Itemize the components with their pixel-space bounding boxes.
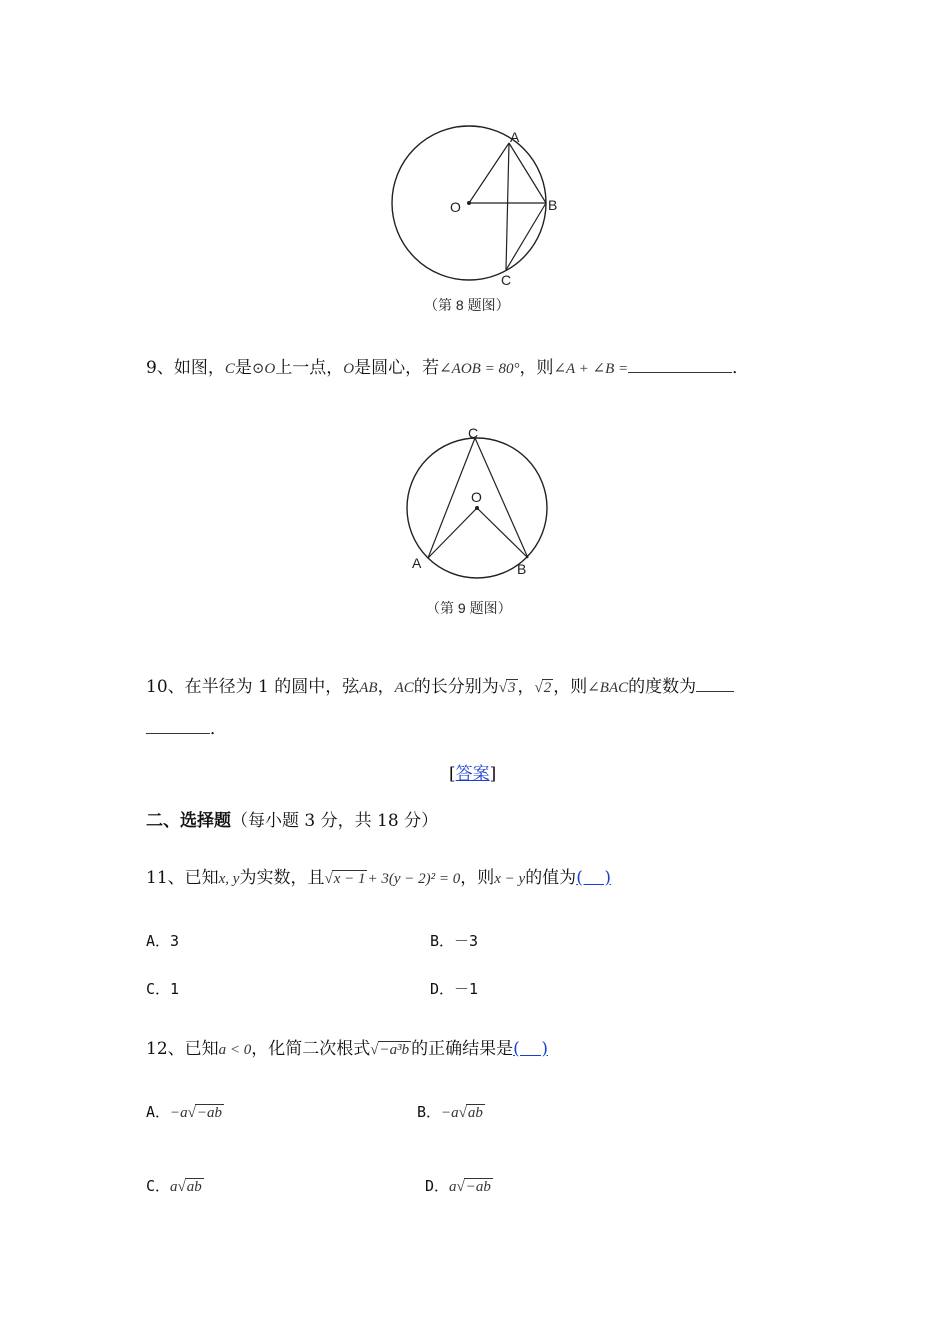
figure-9-caption: （第 9 题图） [426, 600, 512, 616]
q9-answer-blank[interactable] [628, 356, 732, 373]
section-2-note: （每小题 3 分，共 18 分） [231, 811, 439, 831]
q12-answer-paren[interactable]: ( ) [513, 1039, 549, 1059]
q12-option-c-coef: a [170, 1179, 178, 1195]
q10-period: ． [210, 719, 227, 739]
q12-option-d-coef: a [449, 1179, 457, 1195]
q12-option-b-label: B． [417, 1103, 442, 1121]
q12-option-a-sqrt-sign: √ [187, 1105, 196, 1121]
q12-condition: a < 0 [218, 1042, 252, 1058]
q10-number: 10、在半径为 1 的圆中，弦 [146, 677, 360, 697]
q10-radicand-3: 3 [508, 680, 516, 696]
q11-equation: + 3(y − 2)² = 0 [367, 871, 461, 887]
label-a: A [412, 555, 422, 571]
answer-bracket-close: ] [489, 764, 497, 784]
q12-option-c[interactable] [146, 1174, 204, 1199]
section-2-heading [146, 809, 438, 833]
question-11 [146, 866, 611, 891]
q11-answer-paren[interactable]: ( ) [576, 868, 612, 888]
question-9 [146, 356, 749, 381]
label-c: C [501, 272, 512, 288]
section-2-title: 二、选择题 [146, 811, 231, 831]
label-c: C [468, 425, 479, 441]
q12-option-a-radicand: −ab [196, 1105, 223, 1121]
q9-angle-aob: ∠AOB = 80° [439, 361, 520, 377]
segment-ob [477, 508, 528, 558]
q12-option-c-label: C． [146, 1177, 171, 1195]
q12-option-b[interactable] [417, 1100, 485, 1125]
question-10 [146, 675, 734, 700]
q10-text-3: ， [517, 677, 535, 697]
q12-option-a-coef: −a [170, 1105, 188, 1121]
label-o: O [450, 199, 461, 215]
q11-text-2: ，则 [460, 868, 495, 888]
q12-option-d-radicand: −ab [465, 1179, 491, 1195]
q11-option-d[interactable]: D．－1 [430, 980, 479, 998]
q9-point-o: O [343, 361, 355, 377]
q10-text-5: 的度数为 [628, 677, 697, 697]
q10-text-1: ， [377, 677, 395, 697]
q10-chord-ac: AC [394, 680, 414, 696]
figure-9-diagram [396, 420, 566, 626]
q10-chord-ab: AB [359, 680, 378, 696]
q10-sqrt-sign-1: √ [498, 680, 507, 696]
q10-text-4: ，则 [553, 677, 588, 697]
segment-cb [475, 438, 528, 558]
q9-text-3: 是圆心，若 [354, 358, 440, 378]
q11-diff: x − y [494, 871, 526, 887]
q12-number: 12、已知 [146, 1039, 219, 1059]
q9-text-1: 是 [234, 358, 252, 378]
q10-radicand-2: 2 [543, 680, 552, 696]
q12-text-1: ，化简二次根式 [251, 1039, 371, 1059]
q12-option-d-label: D． [425, 1177, 450, 1195]
q10-answer-blank-1[interactable] [696, 675, 734, 692]
q12-option-a-label: A． [146, 1103, 171, 1121]
segment-oa [428, 508, 477, 558]
q9-circle: ⊙O [251, 361, 276, 377]
figure-8-diagram [386, 122, 566, 318]
segment-oa [469, 143, 509, 203]
label-b: B [517, 561, 527, 577]
q9-number: 9、如图， [146, 358, 225, 378]
q11-text-1: 为实数，且 [239, 868, 325, 888]
q10-line-2 [146, 717, 227, 741]
q10-answer-blank-2[interactable] [146, 717, 210, 734]
label-o: O [471, 489, 482, 505]
q9-angle-sum: ∠A + ∠B = [553, 361, 629, 377]
q11-sqrt-sign: √ [324, 871, 333, 887]
q9-period: ． [732, 358, 750, 378]
q12-option-b-radicand: ab [467, 1105, 483, 1121]
q9-point-c: C [224, 361, 235, 377]
q12-option-d[interactable] [425, 1174, 493, 1199]
q10-text-2: 的长分别为 [413, 677, 499, 697]
segment-bc [506, 203, 546, 270]
q11-option-b[interactable]: B．－3 [430, 932, 479, 950]
question-12 [146, 1037, 548, 1062]
q11-option-a[interactable]: A．3 [146, 932, 180, 950]
q10-sqrt-sign-2: √ [534, 680, 543, 696]
q12-sqrt-sign: √ [370, 1042, 379, 1058]
segment-ac [506, 143, 509, 270]
q11-vars-xy: x, y [218, 871, 240, 887]
segment-ca [428, 438, 475, 558]
answer-bracket-open: [ [449, 764, 456, 784]
q10-angle-bac: ∠BAC [587, 680, 629, 696]
label-a: A [510, 129, 520, 145]
answer-link-line [449, 762, 496, 786]
q12-option-b-coef: −a [441, 1105, 459, 1121]
figure-8-caption: （第 8 题图） [424, 297, 510, 313]
answer-link[interactable]: 答案 [455, 764, 490, 784]
q11-radicand: x − 1 [333, 871, 366, 887]
label-b: B [548, 197, 558, 213]
center-point [475, 506, 479, 510]
q12-option-d-sqrt-sign: √ [456, 1179, 465, 1195]
q11-number: 11、已知 [146, 868, 219, 888]
q12-option-b-sqrt-sign: √ [458, 1105, 467, 1121]
center-point [467, 201, 471, 205]
q12-option-a[interactable] [146, 1100, 224, 1125]
q12-option-c-radicand: ab [186, 1179, 202, 1195]
q11-option-c[interactable]: C．1 [146, 980, 180, 998]
q12-radicand: −a³b [379, 1042, 410, 1058]
q12-option-c-sqrt-sign: √ [177, 1179, 186, 1195]
q9-text-4: ，则 [519, 358, 554, 378]
q11-text-3: 的值为 [525, 868, 577, 888]
q12-text-2: 的正确结果是 [411, 1039, 514, 1059]
q9-text-2: 上一点， [275, 358, 344, 378]
